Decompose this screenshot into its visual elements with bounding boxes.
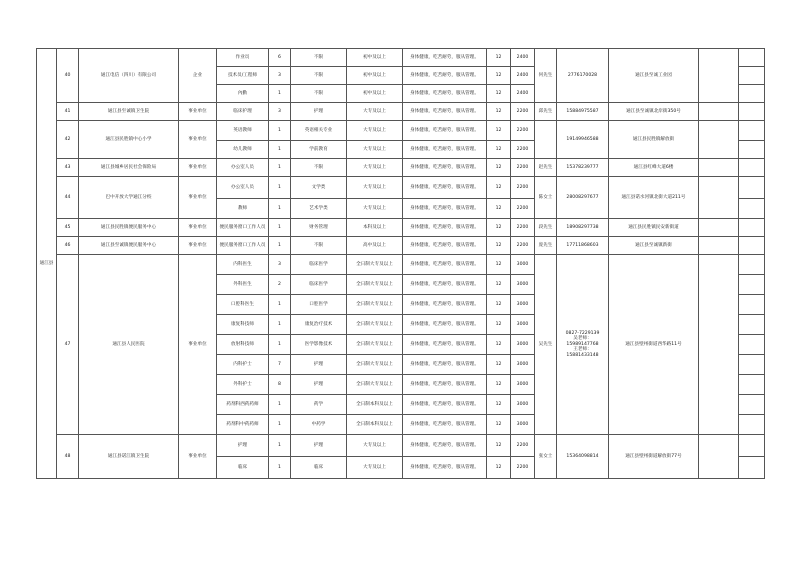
unit-remark [699, 435, 739, 479]
job-conditions: 身体健康，吃苦耐劳，服从管理。 [403, 335, 487, 355]
row-note [739, 375, 765, 395]
unit-phone: 15364098814 [557, 435, 609, 479]
job-post: 临床护理 [217, 103, 269, 121]
job-salary: 2400 [511, 49, 535, 67]
job-education: 高中及以上 [347, 237, 403, 255]
job-months: 12 [487, 415, 511, 435]
job-education: 全日制大专及以上 [347, 255, 403, 275]
job-salary: 3000 [511, 335, 535, 355]
job-months: 12 [487, 237, 511, 255]
job-salary: 3000 [511, 255, 535, 275]
job-conditions: 身体健康，吃苦耐劳，服从管理。 [403, 177, 487, 199]
job-education: 大专及以上 [347, 435, 403, 457]
job-count: 1 [269, 415, 291, 435]
unit-address: 通江县至诚工业园 [609, 49, 699, 103]
table-row [37, 255, 765, 275]
unit-contact: 段先生 [535, 219, 557, 237]
row-note [739, 435, 765, 457]
job-salary: 3000 [511, 395, 535, 415]
job-count: 1 [269, 159, 291, 177]
job-conditions: 身体健康，吃苦耐劳，服从管理。 [403, 219, 487, 237]
job-salary: 2200 [511, 103, 535, 121]
job-conditions: 身体健康，吃苦耐劳，服从管理。 [403, 141, 487, 159]
job-major: 护理 [291, 375, 347, 395]
unit-address: 通江县至诚镇新街 [609, 237, 699, 255]
unit-remark [699, 255, 739, 435]
job-count: 1 [269, 457, 291, 479]
job-months: 12 [487, 121, 511, 141]
table-row [37, 121, 765, 141]
unit-phone: 0827-7229139 吴老师： 15989147768 王老师： 15881433148 [557, 255, 609, 435]
job-months: 12 [487, 219, 511, 237]
job-months: 12 [487, 275, 511, 295]
job-conditions: 身体健康，吃苦耐劳，服从管理。 [403, 355, 487, 375]
document-page [36, 48, 764, 479]
job-post: 幼儿教师 [217, 141, 269, 159]
job-salary: 3000 [511, 415, 535, 435]
job-count: 1 [269, 335, 291, 355]
unit-name: 通江县诺江镇卫生院 [79, 435, 179, 479]
row-note [739, 159, 765, 177]
job-conditions: 身体健康，吃苦耐劳，服从管理。 [403, 457, 487, 479]
unit-contact: 何先生 [535, 49, 557, 103]
job-months: 12 [487, 457, 511, 479]
job-major: 护理 [291, 103, 347, 121]
job-count: 7 [269, 355, 291, 375]
job-major: 中药学 [291, 415, 347, 435]
table-row [37, 237, 765, 255]
job-major: 艺术学类 [291, 199, 347, 219]
job-months: 12 [487, 375, 511, 395]
job-months: 12 [487, 85, 511, 103]
table-row [37, 159, 765, 177]
job-post: 药剂科中药药师 [217, 415, 269, 435]
job-count: 3 [269, 103, 291, 121]
job-count: 2 [269, 275, 291, 295]
job-major: 康复治疗技术 [291, 315, 347, 335]
job-count: 6 [269, 49, 291, 67]
unit-contact: 陈女士 [535, 177, 557, 219]
unit-name: 通江县人民医院 [79, 255, 179, 435]
unit-name: 通江县至诚镇便民服务中心 [79, 237, 179, 255]
unit-number: 48 [57, 435, 79, 479]
table-row [37, 103, 765, 121]
unit-phone: 18908297738 [557, 219, 609, 237]
job-major: 学前教育 [291, 141, 347, 159]
job-months: 12 [487, 49, 511, 67]
unit-number: 43 [57, 159, 79, 177]
job-months: 12 [487, 355, 511, 375]
job-count: 1 [269, 219, 291, 237]
unit-name: 通江县至诚镇卫生院 [79, 103, 179, 121]
job-education: 初中及以上 [347, 67, 403, 85]
job-salary: 3000 [511, 315, 535, 335]
unit-number: 40 [57, 49, 79, 103]
unit-remark [699, 237, 739, 255]
job-major: 药学 [291, 395, 347, 415]
unit-number: 44 [57, 177, 79, 219]
row-note [739, 457, 765, 479]
unit-contact: 吴先生 [535, 255, 557, 435]
job-conditions: 身体健康，吃苦耐劳，服从管理。 [403, 121, 487, 141]
job-education: 全日制大专及以上 [347, 355, 403, 375]
job-count: 1 [269, 435, 291, 457]
job-salary: 3000 [511, 295, 535, 315]
job-months: 12 [487, 177, 511, 199]
job-post: 便民服务窗口工作人员 [217, 219, 269, 237]
job-table [36, 48, 765, 479]
job-conditions: 身体健康，吃苦耐劳，服从管理。 [403, 315, 487, 335]
job-conditions: 身体健康，吃苦耐劳，服从管理。 [403, 435, 487, 457]
table-row [37, 435, 765, 457]
row-note [739, 255, 765, 275]
job-post: 外科护士 [217, 375, 269, 395]
job-major: 医学影像技术 [291, 335, 347, 355]
job-education: 大专及以上 [347, 457, 403, 479]
job-education: 全日制本科及以上 [347, 395, 403, 415]
table-row [37, 219, 765, 237]
job-count: 1 [269, 315, 291, 335]
unit-address: 通江县民胜镇民安新街道 [609, 219, 699, 237]
job-post: 便民服务窗口工作人员 [217, 237, 269, 255]
unit-number: 42 [57, 121, 79, 159]
unit-contact: 赵先生 [535, 159, 557, 177]
job-post: 放射科技师 [217, 335, 269, 355]
unit-remark [699, 159, 739, 177]
job-salary: 3000 [511, 375, 535, 395]
job-post: 康复科技师 [217, 315, 269, 335]
job-count: 1 [269, 177, 291, 199]
unit-type: 事业单位 [179, 177, 217, 219]
row-note [739, 49, 765, 67]
job-salary: 2200 [511, 237, 535, 255]
job-count: 8 [269, 375, 291, 395]
job-months: 12 [487, 103, 511, 121]
job-major: 不限 [291, 159, 347, 177]
job-salary: 2200 [511, 141, 535, 159]
row-note [739, 141, 765, 159]
job-education: 初中及以上 [347, 85, 403, 103]
job-conditions: 身体健康，吃苦耐劳，服从管理。 [403, 375, 487, 395]
unit-type: 企业 [179, 49, 217, 103]
unit-address: 通江县壁州街道西华路11号 [609, 255, 699, 435]
unit-number: 41 [57, 103, 79, 121]
job-months: 12 [487, 295, 511, 315]
job-salary: 3000 [511, 355, 535, 375]
job-major: 临床医学 [291, 275, 347, 295]
row-note [739, 275, 765, 295]
unit-type: 事业单位 [179, 103, 217, 121]
job-months: 12 [487, 255, 511, 275]
job-count: 1 [269, 199, 291, 219]
job-count: 1 [269, 85, 291, 103]
unit-contact: 庞先生 [535, 237, 557, 255]
job-salary: 2200 [511, 159, 535, 177]
county-cell: 通江县 [37, 49, 57, 479]
unit-type: 事业单位 [179, 237, 217, 255]
job-count: 1 [269, 121, 291, 141]
job-major: 口腔医学 [291, 295, 347, 315]
job-major: 不限 [291, 237, 347, 255]
unit-address: 通江县壁州街道解放街77号 [609, 435, 699, 479]
row-note [739, 335, 765, 355]
row-note [739, 121, 765, 141]
job-conditions: 身体健康，吃苦耐劳，服从管理。 [403, 395, 487, 415]
unit-type: 事业单位 [179, 255, 217, 435]
unit-name: 通江县城乡居民社会保险局 [79, 159, 179, 177]
unit-contact: 邱先生 [535, 103, 557, 121]
unit-phone: 15378239777 [557, 159, 609, 177]
unit-remark [699, 121, 739, 159]
unit-phone: 2776170028 [557, 49, 609, 103]
job-post: 护理 [217, 435, 269, 457]
job-conditions: 身体健康，吃苦耐劳，服从管理。 [403, 237, 487, 255]
job-post: 药剂科西药药师 [217, 395, 269, 415]
unit-phone: 28008297677 [557, 177, 609, 219]
job-conditions: 身体健康，吃苦耐劳，服从管理。 [403, 159, 487, 177]
unit-address: 通江县红峰大道6楼 [609, 159, 699, 177]
job-conditions: 身体健康，吃苦耐劳，服从管理。 [403, 67, 487, 85]
unit-phone: 17711868603 [557, 237, 609, 255]
job-salary: 2400 [511, 67, 535, 85]
unit-address: 通江县民胜镇解放街 [609, 121, 699, 159]
unit-remark [699, 49, 739, 103]
job-conditions: 身体健康，吃苦耐劳，服从管理。 [403, 85, 487, 103]
job-months: 12 [487, 199, 511, 219]
job-post: 英语教师 [217, 121, 269, 141]
table-row [37, 49, 765, 67]
job-major: 不限 [291, 67, 347, 85]
job-salary: 2200 [511, 457, 535, 479]
unit-number: 47 [57, 255, 79, 435]
job-conditions: 身体健康，吃苦耐劳，服从管理。 [403, 415, 487, 435]
unit-name: 巴中开放大学通江分校 [79, 177, 179, 219]
unit-name: 通江电信（四川）有限公司 [79, 49, 179, 103]
job-count: 1 [269, 237, 291, 255]
job-education: 全日制大专及以上 [347, 375, 403, 395]
job-major: 英语相关专业 [291, 121, 347, 141]
table-row [37, 177, 765, 199]
unit-type: 事业单位 [179, 435, 217, 479]
unit-type: 事业单位 [179, 159, 217, 177]
unit-remark [699, 177, 739, 219]
job-months: 12 [487, 159, 511, 177]
row-note [739, 67, 765, 85]
unit-type: 事业单位 [179, 219, 217, 237]
job-months: 12 [487, 435, 511, 457]
unit-remark [699, 103, 739, 121]
job-education: 大专及以上 [347, 121, 403, 141]
unit-number: 45 [57, 219, 79, 237]
unit-number: 46 [57, 237, 79, 255]
job-education: 全日制大专及以上 [347, 335, 403, 355]
unit-phone: 19149946588 [557, 121, 609, 159]
job-post: 教师 [217, 199, 269, 219]
unit-remark [699, 219, 739, 237]
unit-address: 通江县至诚镇北岸街350号 [609, 103, 699, 121]
job-count: 1 [269, 295, 291, 315]
job-salary: 2200 [511, 177, 535, 199]
job-count: 3 [269, 255, 291, 275]
job-conditions: 身体健康，吃苦耐劳，服从管理。 [403, 49, 487, 67]
job-education: 全日制大专及以上 [347, 275, 403, 295]
row-note [739, 199, 765, 219]
row-note [739, 315, 765, 335]
job-count: 1 [269, 141, 291, 159]
unit-name: 通江县民胜镇中心小学 [79, 121, 179, 159]
row-note [739, 103, 765, 121]
job-salary: 2200 [511, 219, 535, 237]
job-count: 1 [269, 395, 291, 415]
job-major: 临床医学 [291, 255, 347, 275]
job-conditions: 身体健康，吃苦耐劳，服从管理。 [403, 295, 487, 315]
job-major: 不限 [291, 85, 347, 103]
job-post: 临床 [217, 457, 269, 479]
job-months: 12 [487, 141, 511, 159]
job-education: 大专及以上 [347, 199, 403, 219]
job-major: 不限 [291, 49, 347, 67]
row-note [739, 219, 765, 237]
job-major: 护理 [291, 435, 347, 457]
unit-phone: 15884975587 [557, 103, 609, 121]
row-note [739, 415, 765, 435]
job-post: 内科医生 [217, 255, 269, 275]
job-major: 文学类 [291, 177, 347, 199]
row-note [739, 395, 765, 415]
row-note [739, 355, 765, 375]
job-education: 大专及以上 [347, 141, 403, 159]
job-education: 初中及以上 [347, 49, 403, 67]
job-education: 全日制本科及以上 [347, 415, 403, 435]
job-salary: 3000 [511, 275, 535, 295]
job-conditions: 身体健康，吃苦耐劳，服从管理。 [403, 103, 487, 121]
job-education: 全日制大专及以上 [347, 315, 403, 335]
job-post: 內勤 [217, 85, 269, 103]
job-salary: 2200 [511, 435, 535, 457]
job-months: 12 [487, 335, 511, 355]
job-post: 作业员 [217, 49, 269, 67]
job-months: 12 [487, 395, 511, 415]
job-salary: 2200 [511, 199, 535, 219]
unit-name: 通江县民胜镇便民服务中心 [79, 219, 179, 237]
job-post: 口腔科医生 [217, 295, 269, 315]
job-major: 护理 [291, 355, 347, 375]
job-post: 技术员/工程师 [217, 67, 269, 85]
job-conditions: 身体健康，吃苦耐劳，服从管理。 [403, 275, 487, 295]
job-post: 外科医生 [217, 275, 269, 295]
unit-address: 通江县诺水河镇北街大道211号 [609, 177, 699, 219]
job-months: 12 [487, 67, 511, 85]
row-note [739, 295, 765, 315]
job-education: 大专及以上 [347, 177, 403, 199]
unit-type: 事业单位 [179, 121, 217, 159]
job-salary: 2400 [511, 85, 535, 103]
job-education: 大专及以上 [347, 159, 403, 177]
job-salary: 2200 [511, 121, 535, 141]
job-major: 临床 [291, 457, 347, 479]
job-major: 财务管理 [291, 219, 347, 237]
row-note [739, 237, 765, 255]
row-note [739, 85, 765, 103]
job-education: 本科及以上 [347, 219, 403, 237]
job-months: 12 [487, 315, 511, 335]
job-post: 内科护士 [217, 355, 269, 375]
job-education: 全日制大专及以上 [347, 295, 403, 315]
job-post: 办公室人员 [217, 177, 269, 199]
job-conditions: 身体健康，吃苦耐劳，服从管理。 [403, 255, 487, 275]
job-post: 办公室人员 [217, 159, 269, 177]
unit-contact: 张女士 [535, 435, 557, 479]
job-conditions: 身体健康，吃苦耐劳，服从管理。 [403, 199, 487, 219]
job-count: 3 [269, 67, 291, 85]
unit-contact [535, 121, 557, 159]
row-note [739, 177, 765, 199]
job-education: 大专及以上 [347, 103, 403, 121]
